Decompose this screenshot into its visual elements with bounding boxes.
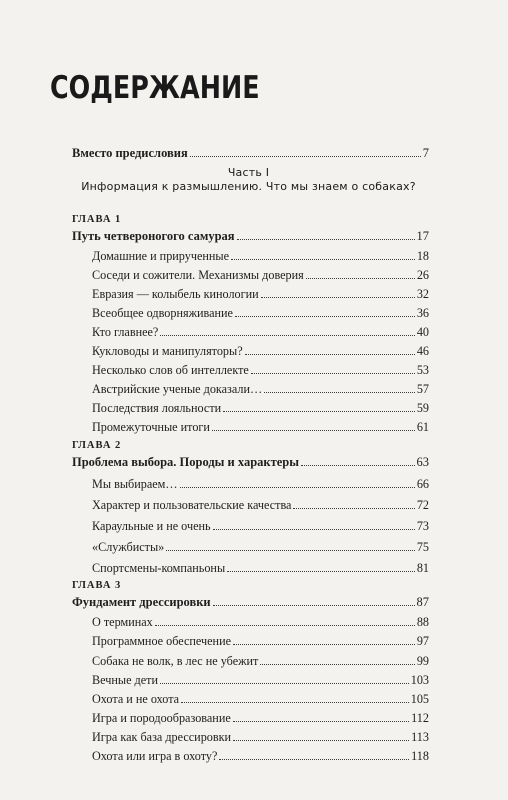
- toc-entry-section[interactable]: [92, 538, 429, 554]
- entry-page: 57: [416, 382, 429, 396]
- entry-title: О терминах: [92, 615, 153, 629]
- dot-leader: [233, 644, 415, 645]
- dot-leader: [237, 239, 415, 240]
- part-subtitle: Информация к размышлению. Что мы знаем о собаках?: [81, 180, 416, 193]
- entry-page: 75: [416, 540, 429, 554]
- entry-page: 66: [416, 477, 429, 491]
- entry-title: Охота и не охота: [92, 692, 180, 706]
- toc-entry-section[interactable]: [92, 266, 429, 282]
- toc-entry-preface[interactable]: [72, 144, 429, 160]
- toc-entry-section[interactable]: [92, 304, 429, 320]
- entry-title: Несколько слов об интеллекте: [92, 363, 249, 377]
- entry-page: 87: [416, 595, 429, 609]
- entry-title: Мы выбираем…: [92, 477, 178, 491]
- entry-page: 18: [416, 249, 429, 263]
- dot-leader: [160, 335, 414, 336]
- toc-entry-section[interactable]: [92, 418, 429, 434]
- toc-entry-section[interactable]: [92, 709, 429, 725]
- entry-page: 61: [416, 420, 429, 434]
- toc-entry-section[interactable]: [92, 496, 429, 512]
- chapter-label: ГЛАВА 2: [72, 440, 122, 451]
- toc-entry-section[interactable]: [92, 632, 429, 648]
- entry-title: Домашние и прирученные: [92, 249, 230, 263]
- entry-title: Последствия лояльности: [92, 401, 222, 415]
- dot-leader: [264, 392, 415, 393]
- dot-leader: [260, 664, 414, 665]
- entry-title: «Службисты»: [92, 540, 165, 554]
- dot-leader: [293, 508, 414, 509]
- entry-title: Караульные и не очень: [92, 519, 211, 533]
- entry-page: 59: [416, 401, 429, 415]
- toc-entry-section[interactable]: [92, 380, 429, 396]
- entry-page: 17: [416, 229, 429, 243]
- entry-title: Евразия — колыбель кинологии: [92, 287, 259, 301]
- entry-title: Промежуточные итоги: [92, 420, 210, 434]
- dot-leader: [261, 297, 415, 298]
- entry-title: Вместо предисловия: [72, 146, 188, 160]
- entry-page: 36: [416, 306, 429, 320]
- entry-title: Фундамент дрессировки: [72, 595, 211, 609]
- toc-entry-section[interactable]: [92, 671, 429, 687]
- dot-leader: [155, 625, 415, 626]
- entry-page: 7: [422, 146, 429, 160]
- entry-page: 112: [411, 711, 429, 725]
- dot-leader: [213, 529, 415, 530]
- toc-entry-section[interactable]: [92, 728, 429, 744]
- entry-page: 32: [416, 287, 429, 301]
- entry-title: Всеобщее одворняживание: [92, 306, 233, 320]
- entry-title: Австрийские ученые доказали…: [92, 382, 263, 396]
- dot-leader: [245, 354, 415, 355]
- dot-leader: [190, 156, 421, 157]
- dot-leader: [301, 465, 414, 466]
- entry-page: 73: [416, 519, 429, 533]
- dot-leader: [227, 571, 415, 572]
- dot-leader: [213, 605, 415, 606]
- entry-page: 26: [416, 268, 429, 282]
- dot-leader: [306, 278, 415, 279]
- toc-entry-section[interactable]: [92, 652, 429, 668]
- entry-page: 40: [416, 325, 429, 339]
- entry-title: Игра как база дрессировки: [92, 730, 232, 744]
- toc-entry-section[interactable]: [92, 285, 429, 301]
- entry-title: Характер и пользовательские качества: [92, 498, 292, 512]
- entry-page: 53: [416, 363, 429, 377]
- entry-page: 72: [416, 498, 429, 512]
- entry-title: Путь четвероногого самурая: [72, 229, 235, 243]
- entry-title: Проблема выбора. Породы и характеры: [72, 455, 300, 469]
- dot-leader: [219, 759, 409, 760]
- dot-leader: [233, 721, 409, 722]
- dot-leader: [212, 430, 415, 431]
- entry-title: Собака не волк, в лес не убежит: [92, 654, 259, 668]
- dot-leader: [231, 259, 415, 260]
- entry-page: 97: [416, 634, 429, 648]
- dot-leader: [223, 411, 415, 412]
- toc-entry-section[interactable]: [92, 247, 429, 263]
- entry-page: 88: [416, 615, 429, 629]
- page-title: СОДЕРЖАНИЕ: [50, 70, 260, 106]
- toc-entry-chapter[interactable]: [72, 453, 429, 469]
- dot-leader: [160, 683, 409, 684]
- entry-title: Охота или игра в охоту?: [92, 749, 218, 763]
- toc-entry-section[interactable]: [92, 747, 429, 763]
- entry-page: 81: [416, 561, 429, 575]
- entry-title: Спортсмены-компаньоны: [92, 561, 226, 575]
- entry-page: 99: [416, 654, 429, 668]
- entry-title: Вечные дети: [92, 673, 158, 687]
- toc-entry-chapter[interactable]: [72, 227, 429, 243]
- entry-page: 105: [410, 692, 429, 706]
- entry-title: Кто главнее?: [92, 325, 159, 339]
- toc-entry-section[interactable]: [92, 399, 429, 415]
- entry-page: 103: [410, 673, 429, 687]
- entry-title: Кукловоды и манипуляторы?: [92, 344, 243, 358]
- toc-entry-section[interactable]: [92, 361, 429, 377]
- toc-entry-section[interactable]: [92, 475, 429, 491]
- chapter-label: ГЛАВА 1: [72, 214, 122, 225]
- entry-page: 118: [411, 749, 429, 763]
- toc-entry-chapter[interactable]: [72, 593, 429, 609]
- entry-page: 46: [416, 344, 429, 358]
- toc-entry-section[interactable]: [92, 517, 429, 533]
- entry-page: 63: [416, 455, 429, 469]
- toc-entry-section[interactable]: [92, 613, 429, 629]
- toc-entry-section[interactable]: [92, 323, 429, 339]
- dot-leader: [180, 487, 415, 488]
- entry-title: Игра и породообразование: [92, 711, 231, 725]
- entry-title: Программное обеспечение: [92, 634, 232, 648]
- toc-entry-section[interactable]: [92, 690, 429, 706]
- entry-title: Соседи и сожители. Механизмы доверия: [92, 268, 304, 282]
- dot-leader: [233, 740, 409, 741]
- dot-leader: [235, 316, 415, 317]
- toc-entry-section[interactable]: [92, 559, 429, 575]
- part-label: Часть I: [227, 166, 270, 179]
- dot-leader: [166, 550, 415, 551]
- toc-entry-section[interactable]: [92, 342, 429, 358]
- chapter-label: ГЛАВА 3: [72, 580, 122, 591]
- entry-page: 113: [411, 730, 429, 744]
- dot-leader: [181, 702, 409, 703]
- dot-leader: [251, 373, 415, 374]
